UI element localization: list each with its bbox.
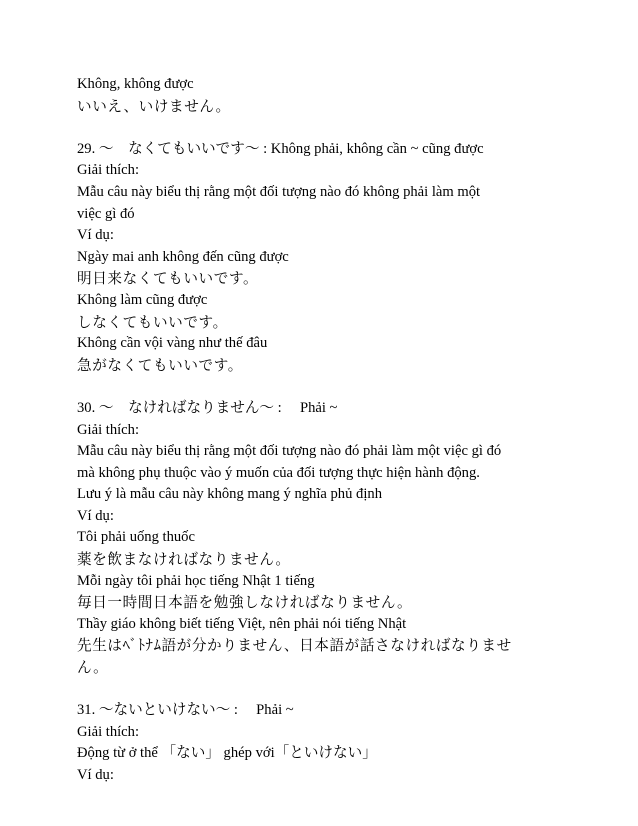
text-line: Lưu ý là mẫu câu này không mang ý nghĩa phủ định — [77, 486, 382, 503]
text-line: Mẫu câu này biểu thị rằng một đối tượng nào đó không phải làm một — [77, 183, 481, 200]
japanese-line: しなくてもいいです。 — [77, 313, 228, 331]
text-line: mà không phụ thuộc vào ý muốn của đối tượng thực hiện hành động. — [77, 464, 480, 481]
blank-line — [77, 679, 577, 701]
section-heading-30: 30. ～ なければなりません～ : Phải ~ — [77, 399, 338, 416]
japanese-line: 明日来なくてもいいです。 — [77, 270, 259, 288]
text-line: Không cần vội vàng như thế đâu — [77, 335, 268, 352]
japanese-line: 薬を飲まなければなりません。 — [77, 551, 291, 569]
text-line: Thầy giáo không biết tiếng Việt, nên phải nói tiếng Nhật — [77, 615, 407, 632]
document-body — [77, 74, 577, 787]
text-line: Động từ ở thể 「ない」 ghép với「といけない」 — [77, 745, 377, 762]
japanese-line: 先生はﾍﾞﾄﾅﾑ語が分かりません、日本語が話さなければなりませ — [77, 637, 512, 655]
text-line: Ngày mai anh không đến cũng được — [77, 248, 289, 265]
japanese-line: 毎日一時間日本語を勉強しなければなりません。 — [77, 594, 413, 612]
text-line: Mỗi ngày tôi phải học tiếng Nhật 1 tiếng — [77, 572, 315, 589]
blank-line — [77, 376, 577, 398]
example-label: Ví dụ: — [77, 507, 114, 524]
example-label: Ví dụ: — [77, 767, 114, 783]
section-heading-29: 29. ～ なくてもいいです～ : Không phải, không cần ~ cũng được — [77, 140, 484, 157]
japanese-line: いいえ、いけません。 — [77, 97, 231, 115]
explanation-label: Giải thích: — [77, 421, 140, 438]
text-line: Mẫu câu này biểu thị rằng một đối tượng nào đó phải làm một việc gì đó — [77, 443, 502, 460]
explanation-label: Giải thích: — [77, 162, 140, 179]
japanese-line: ん。 — [77, 659, 109, 677]
explanation-label: Giải thích: — [77, 723, 140, 740]
blank-line — [77, 117, 577, 139]
text-line: Không làm cũng được — [77, 291, 208, 308]
text-line: Tôi phải uống thuốc — [77, 529, 195, 546]
section-heading-31: 31. ～ないといけない～ : Phải ~ — [77, 702, 294, 719]
example-label: Ví dụ: — [77, 227, 114, 244]
japanese-line: 急がなくてもいいです。 — [77, 356, 243, 374]
text-line: việc gì đó — [77, 205, 135, 222]
text-line: Không, không được — [77, 76, 194, 92]
